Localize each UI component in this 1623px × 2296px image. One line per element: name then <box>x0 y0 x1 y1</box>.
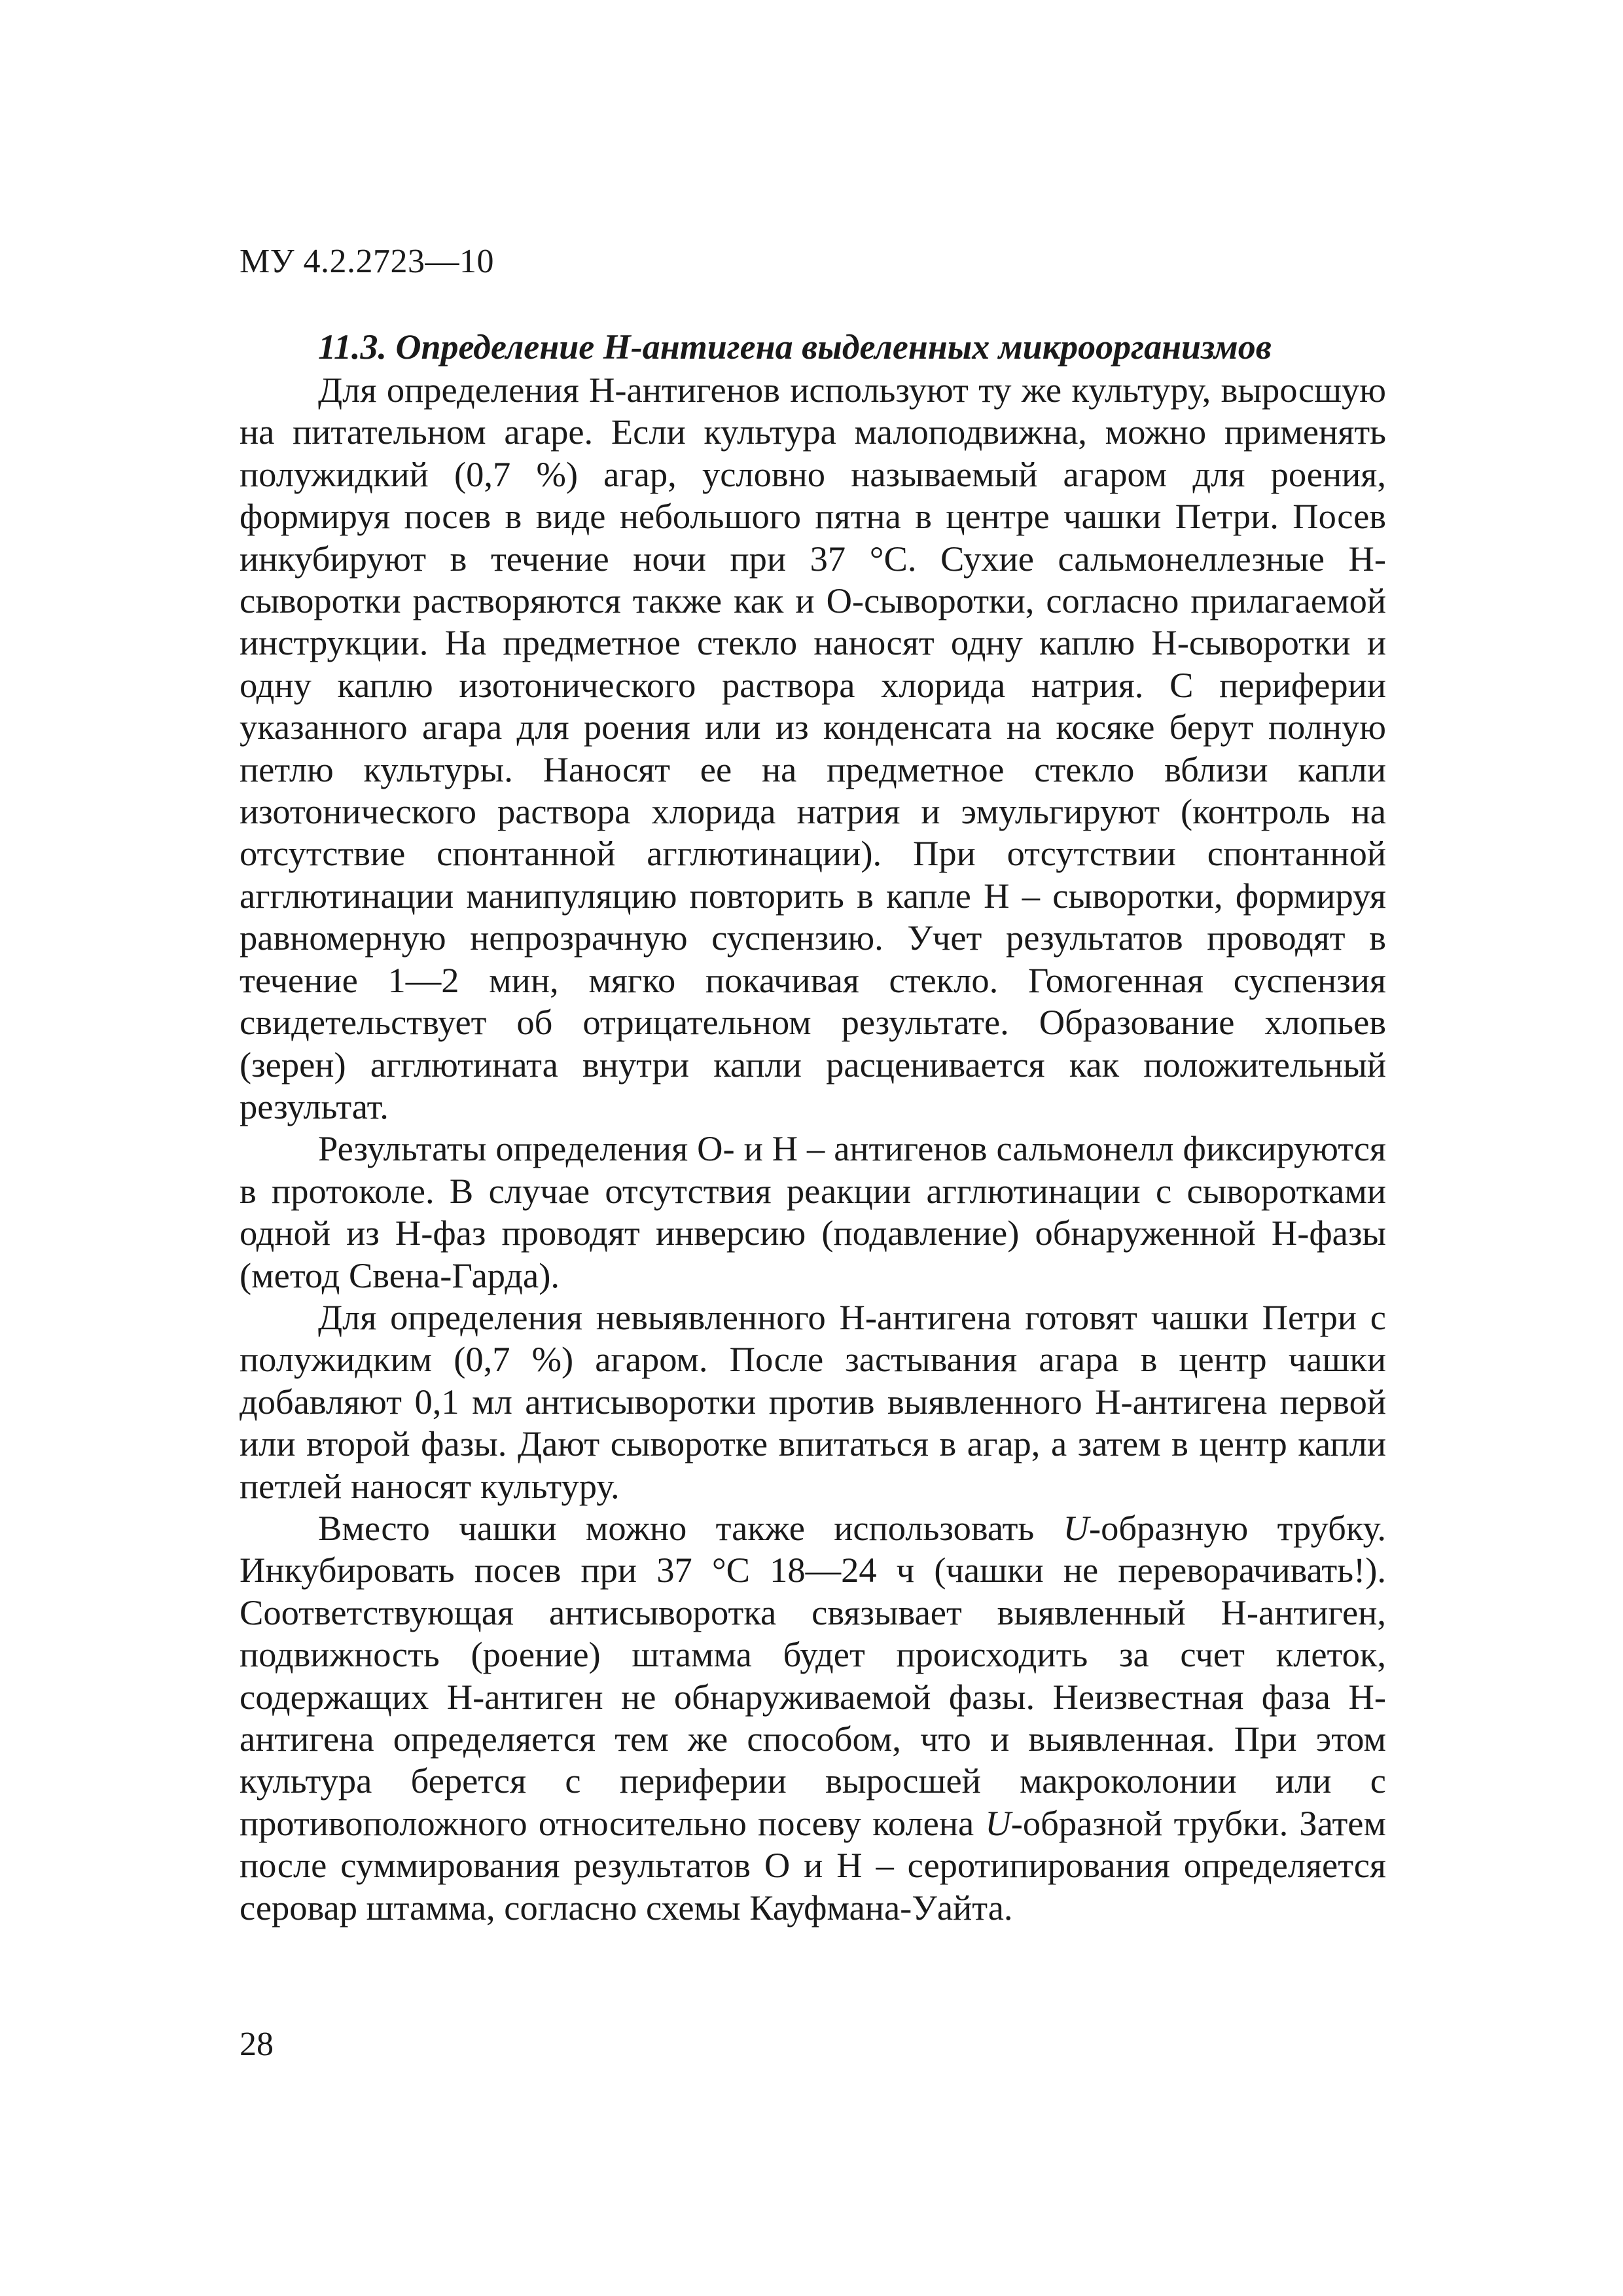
italic-u-2: U <box>985 1803 1011 1843</box>
paragraph-3: Для определения невыявленного Н-антигена готовят чашки Петри с полужидким (0,7 %) агаром. После застывания агара в центр чашки добавляют 0,1 мл антисыворотки против выявленного Н-антигена первой или второй фазы. Дают сыворотке впитаться в агар, а затем в центр капли петлей наносят культуру. <box>240 1297 1386 1506</box>
section-heading: 11.3. Определение Н-антигена выделенных микроорганизмов <box>318 327 1272 367</box>
paragraph-4-text-3: -образной трубки. Затем после суммирования результатов О и Н – серотипирования определяется серовар штамма, согласно схемы Кауфмана-Уайта. <box>240 1803 1386 1928</box>
paragraph-1: Для определения Н-антигенов используют ту же культуру, выросшую на питательном агаре. Если культура малоподвижна, можно применять полужидкий (0,7 %) агар, условно называемый агаром для роения, формируя посев в виде небольшого пятна в центре чашки Петри. Посев инкубируют в течение ночи при 37 °С. Сухие сальмонеллезные Н-сыворотки растворяются также как и О-сыворотки, согласно прилагаемой инструкции. На предметное стекло наносят одну каплю Н-сыворотки и одну каплю изотонического раствора хлорида натрия. С периферии указанного агара для роения или из конденсата на косяке берут полную петлю культуры. Наносят ее на предметное стекло вблизи капли изотонического раствора хлорида натрия и эмульгируют (контроль на отсутствие спонтанной агглютинации). При отсутствии спонтанной агглютинации манипуляцию повторить в капле Н – сыворотки, формируя равномерную непрозрачную суспензию. Учет результатов проводят в течение 1—2 мин, мягко покачивая стекло. Гомогенная суспензия свидетельствует об отрицательном результате. Образование хлопьев (зерен) агглютината внутри капли расценивается как положительный результат. <box>240 370 1386 1126</box>
paragraph-4-text-2: -образную трубку. Инкубировать посев при 37 °С 18—24 ч (чашки не переворачивать!). Соответствующая антисыворотка связывает выявленный Н-антиген, подвижность (роение) штамма будет происходить за счет клеток, содержащих Н-антиген не обнаруживаемой фазы. Неизвестная фаза Н-антигена определяется тем же способом, что и выявленная. При этом культура берется с периферии выросшей макроколонии или с противоположного относительно посеву колена <box>240 1507 1386 1843</box>
body-text <box>240 369 1386 1929</box>
paragraph-4 <box>240 1507 1386 1929</box>
document-code-header: МУ 4.2.2723—10 <box>240 243 495 280</box>
paragraph-2: Результаты определения О- и Н – антигенов сальмонелл фиксируются в протоколе. В случае отсутствия реакции агглютинации с сыворотками одной из Н-фаз проводят инверсию (подавление) обнаруженной Н-фазы (метод Свена-Гарда). <box>240 1128 1386 1295</box>
paragraph-4-text-1: Вместо чашки можно также использовать <box>318 1507 1063 1548</box>
italic-u-1: U <box>1063 1507 1089 1548</box>
page-number: 28 <box>240 2026 274 2063</box>
